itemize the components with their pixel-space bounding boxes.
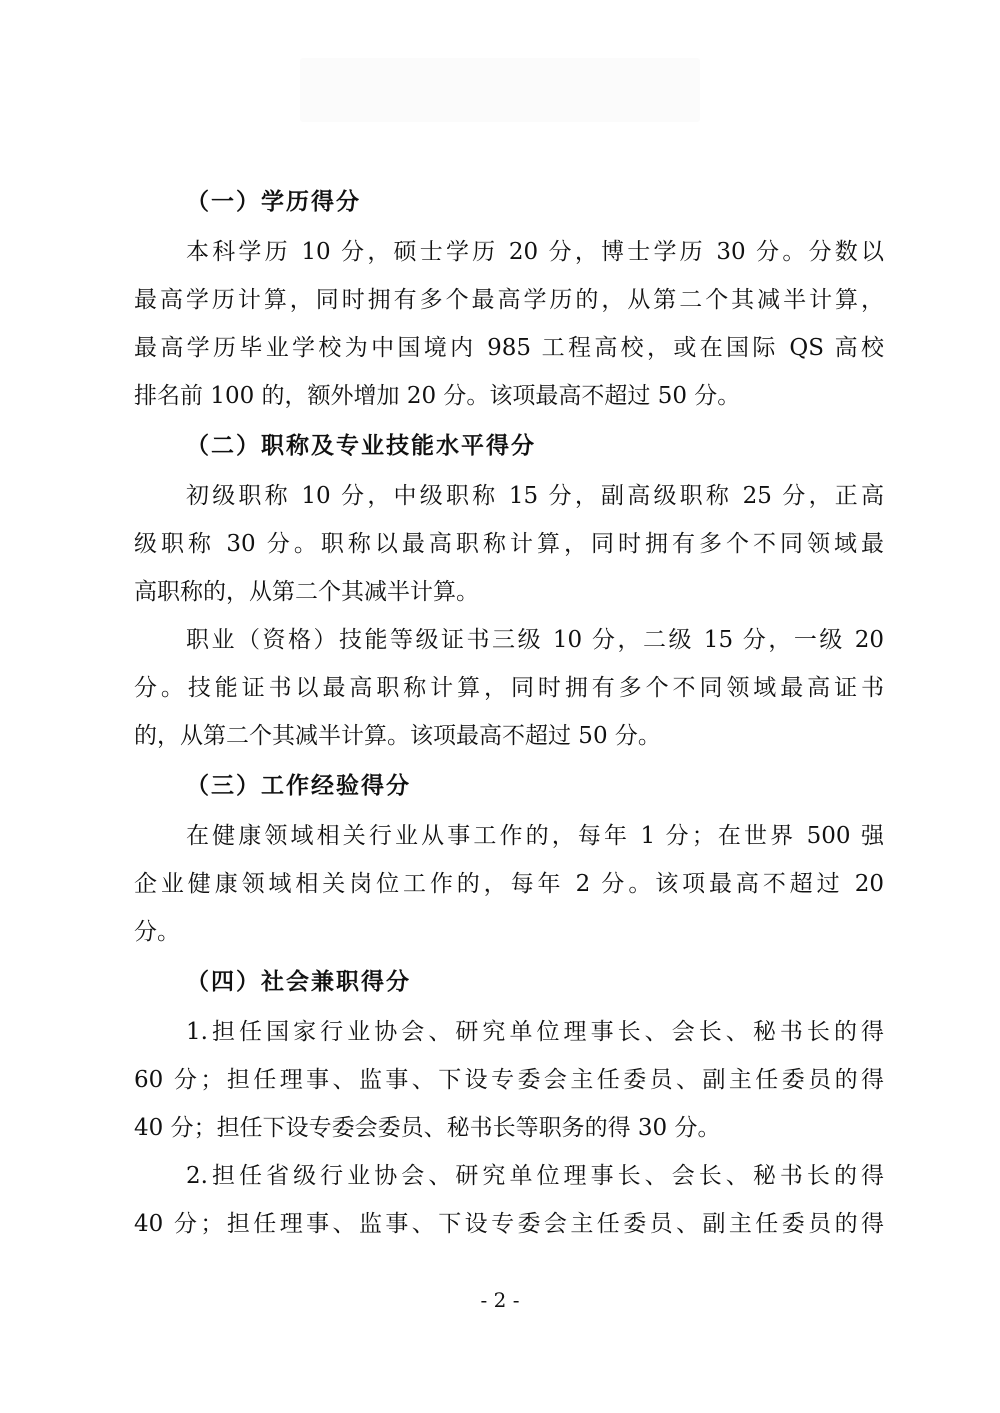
- page-number: - 2 -: [480, 1288, 520, 1312]
- paragraph-professional-title: [134, 472, 884, 616]
- faint-header-watermark: [300, 58, 700, 122]
- paragraph-work-experience: [134, 812, 884, 956]
- paragraph-education-scoring: [134, 228, 884, 420]
- section-heading-education: （一）学历得分: [186, 188, 361, 215]
- paragraph-skill-certificate: [134, 616, 884, 760]
- text-line: 高职称的，从第二个其减半计算。: [134, 579, 479, 605]
- text-line: 40 分；担任下设专委会委员、秘书长等职务的得 30 分。: [134, 1115, 721, 1141]
- document-body: [134, 176, 884, 1248]
- text-line: 排名前 100 的，额外增加 20 分。该项最高不超过 50 分。: [134, 383, 741, 409]
- paragraph-national-association: [134, 1008, 884, 1152]
- section-heading-work-experience: （三）工作经验得分: [186, 772, 411, 799]
- paragraph-provincial-association: [134, 1152, 884, 1248]
- text-line: 本科学历 10 分，硕士学历 20 分，博士学历 30 分。分数以: [186, 239, 884, 265]
- text-line: 级职称 30 分。职称以最高职称计算，同时拥有多个不同领域最: [134, 531, 884, 557]
- text-line: 2.担任省级行业协会、研究单位理事长、会长、秘书长的得: [186, 1163, 884, 1189]
- text-line: 分。: [134, 919, 180, 945]
- section-heading-social-positions: （四）社会兼职得分: [186, 968, 411, 995]
- text-line: 在健康领域相关行业从事工作的，每年 1 分；在世界 500 强: [186, 823, 884, 849]
- text-line: 企业健康领域相关岗位工作的，每年 2 分。该项最高不超过 20: [134, 871, 884, 897]
- text-line: 1.担任国家行业协会、研究单位理事长、会长、秘书长的得: [186, 1019, 884, 1045]
- section-heading-title-skills: （二）职称及专业技能水平得分: [186, 432, 536, 459]
- text-line: 最高学历计算，同时拥有多个最高学历的，从第二个其减半计算，: [134, 287, 884, 313]
- text-line: 职业（资格）技能等级证书三级 10 分，二级 15 分，一级 20: [186, 627, 884, 653]
- text-line: 60 分；担任理事、监事、下设专委会主任委员、副主任委员的得: [134, 1067, 884, 1093]
- text-line: 分。技能证书以最高职称计算，同时拥有多个不同领域最高证书: [134, 675, 884, 701]
- text-line: 初级职称 10 分，中级职称 15 分，副高级职称 25 分，正高: [186, 483, 884, 509]
- text-line: 40 分；担任理事、监事、下设专委会主任委员、副主任委员的得: [134, 1211, 884, 1237]
- text-line: 的，从第二个其减半计算。该项最高不超过 50 分。: [134, 723, 661, 749]
- text-line: 最高学历毕业学校为中国境内 985 工程高校，或在国际 QS 高校: [134, 335, 884, 361]
